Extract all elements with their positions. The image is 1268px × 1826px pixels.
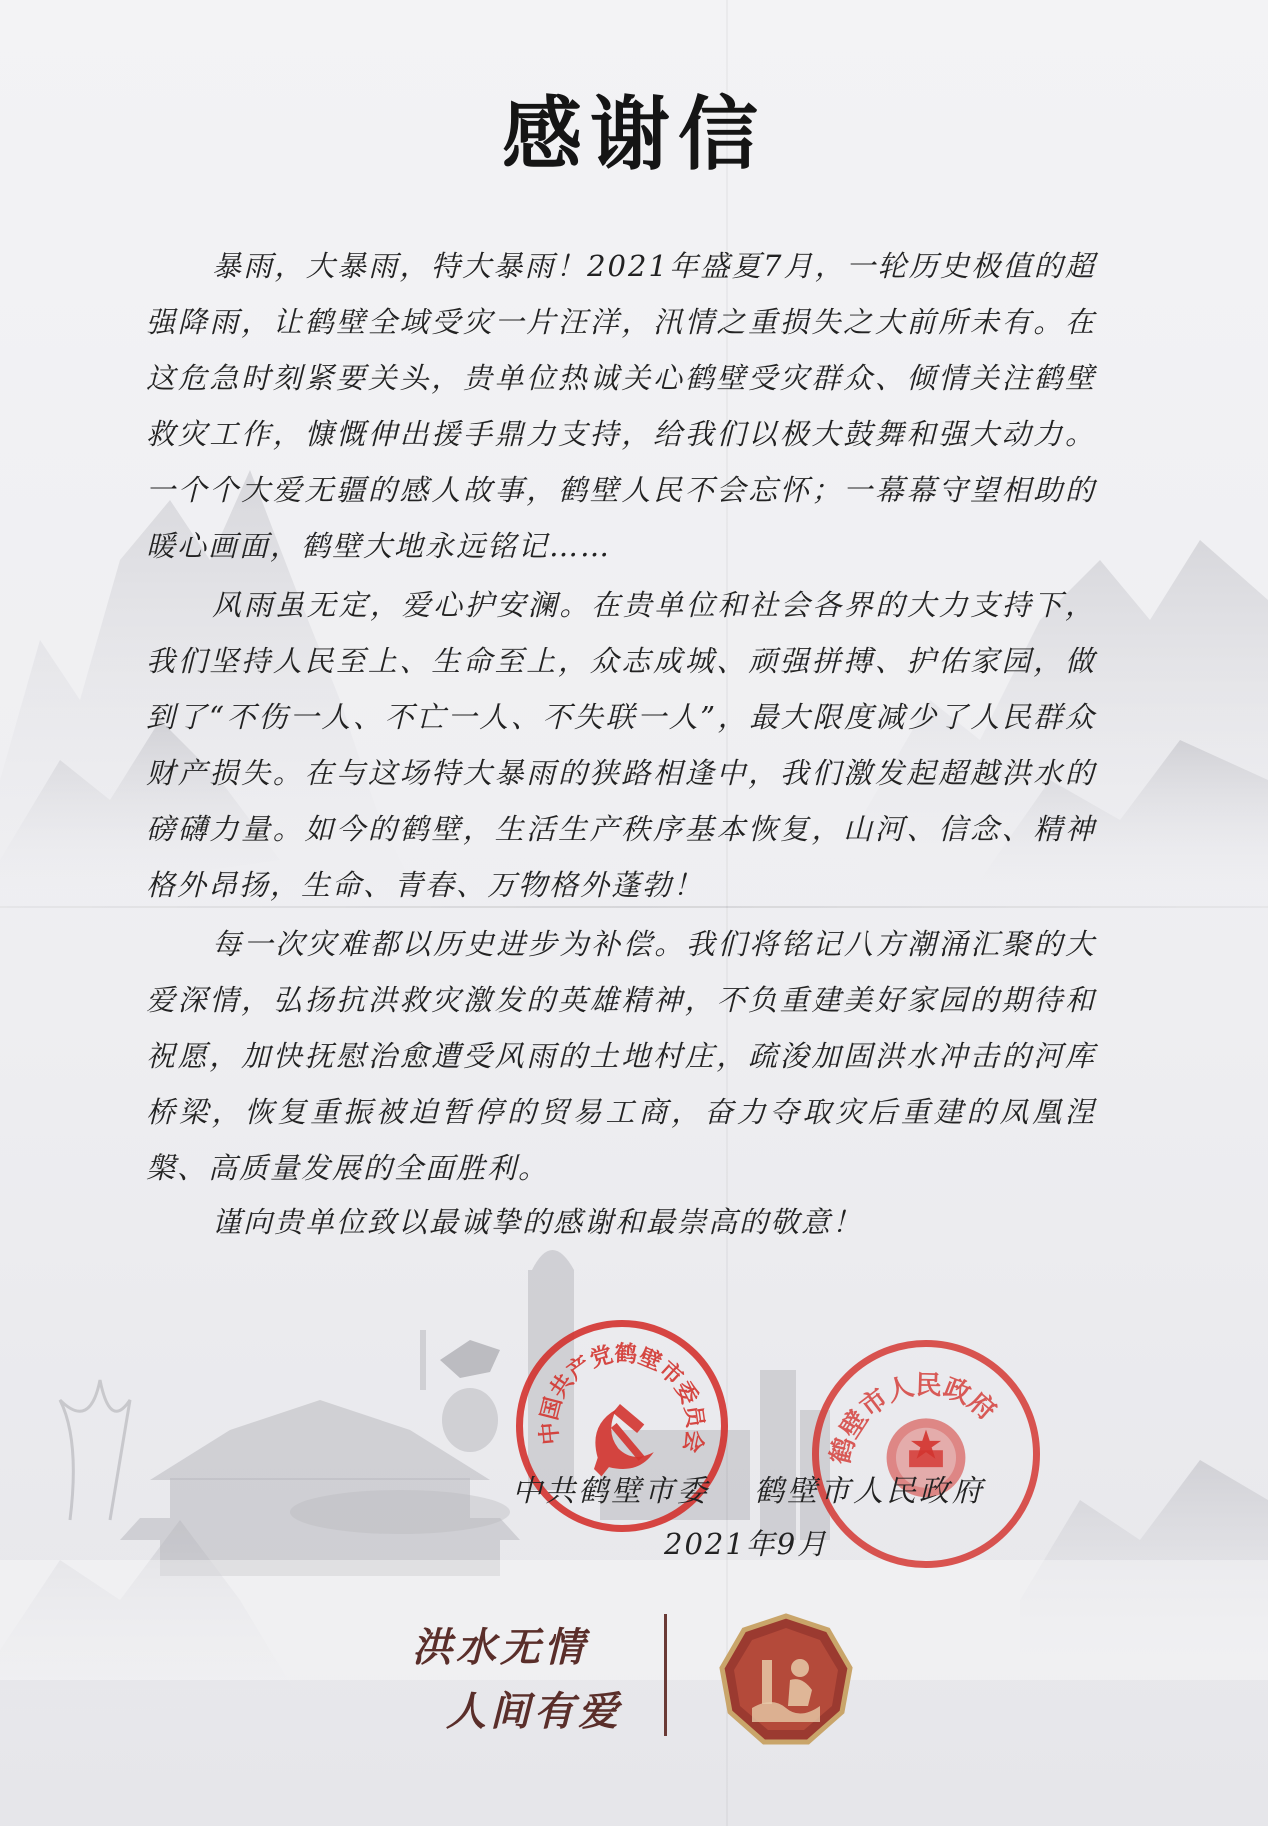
letter-body <box>146 238 1096 1199</box>
commemorative-badge-icon <box>716 1610 856 1750</box>
government-seal <box>812 1340 1040 1568</box>
seal-ring-text-graphic <box>819 1347 1033 1561</box>
signature-government: 鹤壁市人民政府 <box>754 1474 985 1509</box>
closing-line: 谨向贵单位致以最诚挚的感谢和最崇高的敬意！ <box>212 1205 864 1239</box>
government-seal-arc-text: 鹤壁市人民政府 <box>824 1369 1003 1468</box>
slogan-line-1: 洪水无情 <box>412 1624 588 1671</box>
paragraph-3: 每一次灾难都以历史进步为补偿。我们将铭记八方潮涌汇聚的大爱深情，弘扬抗洪救灾激发的英雄精神，不负重建美好家园的期待和祝愿，加快抚慰治愈遭受风雨的土地村庄，疏浚加固洪水冲击的河库桥梁，恢复重振被迫暂停的贸易工商，奋力夺取灾后重建的凤凰涅槃、高质量发展的全面胜利。 <box>146 927 1096 1185</box>
slogan-line-2: 人间有爱 <box>446 1688 622 1735</box>
paragraph-2: 风雨虽无定，爱心护安澜。在贵单位和社会各界的大力支持下，我们坚持人民至上、生命至上，众志成城、顽强拼搏、护佑家园，做到了“不伤一人、不亡一人、不失联一人”，最大限度减少了人民群众财产损失。在与这场特大暴雨的狭路相逢中，我们激发起超越洪水的磅礴力量。如今的鹤壁，生活生产秩序基本恢复，山河、信念、精神格外昂扬，生命、青春、万物格外蓬勃！ <box>146 588 1096 902</box>
party-seal-arc-text: 中国共产党鹤壁市委员会 <box>535 1340 709 1455</box>
letter-title: 感谢信 <box>502 87 766 181</box>
letter-date: 2021年9月 <box>664 1527 829 1561</box>
paragraph-1: 暴雨，大暴雨，特大暴雨！2021年盛夏7月，一轮历史极值的超强降雨，让鹤壁全域受灾一片汪洋，汛情之重损失之大前所未有。在这危急时刻紧要关头，贵单位热诚关心鹤壁受灾群众、倾情关注鹤壁救灾工作，慷慨伸出援手鼎力支持，给我们以极大鼓舞和强大动力。一个个大爱无疆的感人故事，鹤壁人民不会忘怀；一幕幕守望相助的暖心画面，鹤壁大地永远铭记…… <box>146 249 1096 563</box>
slogan-divider <box>664 1614 667 1736</box>
signature-party-committee: 中共鹤壁市委 <box>512 1474 710 1509</box>
